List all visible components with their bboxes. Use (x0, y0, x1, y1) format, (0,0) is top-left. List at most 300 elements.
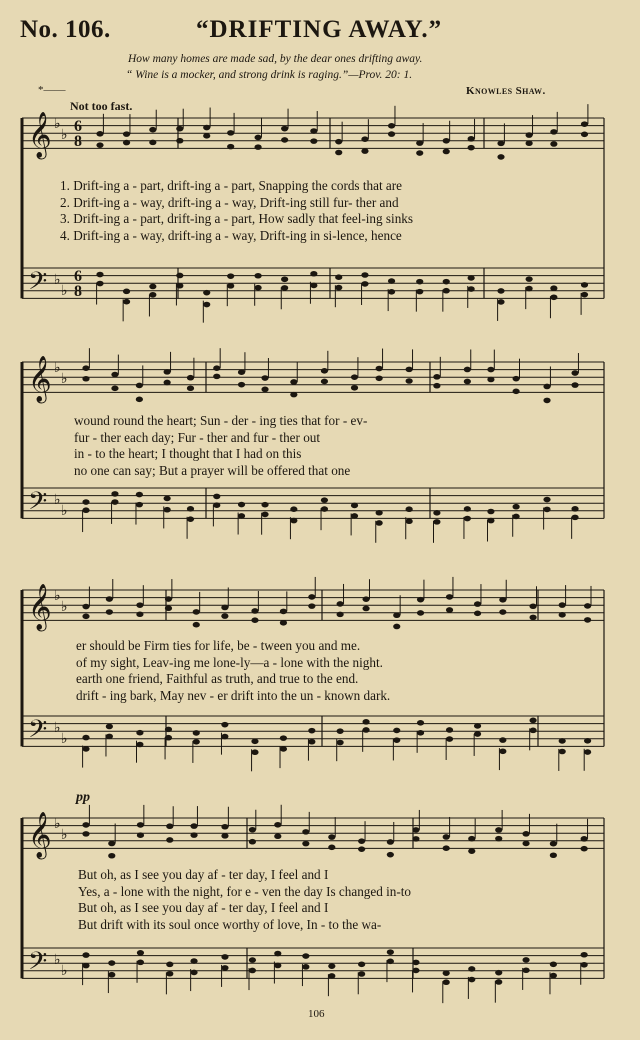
note-head (193, 739, 200, 745)
note-head (108, 853, 115, 859)
note-head (328, 963, 335, 969)
note-head (468, 136, 475, 142)
flat-sign-icon: ♭ (61, 964, 68, 979)
note-head (522, 967, 529, 973)
note-head (543, 384, 550, 390)
note-head (550, 841, 557, 847)
note-head (308, 603, 315, 609)
flat-sign-icon: ♭ (61, 732, 68, 747)
bass-clef-icon: 𝄢 (28, 715, 48, 750)
note-head (106, 734, 113, 740)
note-head (136, 492, 143, 498)
hymn-number: No. 106. (20, 16, 111, 43)
note-head (111, 386, 118, 392)
note-head (387, 839, 394, 845)
note-head (358, 846, 365, 852)
note-head (280, 746, 287, 752)
note-head (164, 507, 171, 513)
lyric-line: 3. Drift-ing a - part, drift-ing a - part, How sadly that feel-ing sinks (60, 211, 414, 226)
lyric-line: But oh, as I see you day af - ter day, I feel and I (78, 900, 329, 915)
note-head (82, 735, 89, 741)
note-head (417, 610, 424, 616)
note-head (203, 302, 210, 308)
flat-sign-icon: ♭ (61, 128, 68, 143)
note-head (310, 138, 317, 144)
note-head (543, 507, 550, 513)
note-head (111, 499, 118, 505)
note-head (393, 737, 400, 743)
note-head (221, 965, 228, 971)
note-head (165, 727, 172, 733)
note-head (310, 128, 317, 134)
lyric-line: er should be Firm ties for life, be - tween you and me. (76, 638, 361, 653)
note-head (361, 148, 368, 154)
note-head (417, 720, 424, 726)
time-signature: 6 (74, 118, 82, 135)
note-head (238, 369, 245, 375)
note-head (261, 387, 268, 393)
note-head (417, 730, 424, 736)
treble-clef-icon: 𝄞 (28, 112, 52, 158)
note-head (274, 951, 281, 957)
note-head (406, 518, 413, 524)
treble-clef-icon: 𝄞 (28, 584, 52, 630)
note-head (290, 518, 297, 524)
note-head (96, 272, 103, 278)
note-head (487, 367, 494, 373)
note-head (302, 964, 309, 970)
note-head (96, 142, 103, 148)
note-head (254, 135, 261, 141)
flat-sign-icon: ♭ (54, 721, 61, 736)
note-head (529, 615, 536, 621)
note-head (499, 737, 506, 743)
note-head (106, 609, 113, 615)
note-head (550, 129, 557, 135)
flat-sign-icon: ♭ (61, 600, 68, 615)
note-head (446, 727, 453, 733)
note-head (376, 375, 383, 381)
note-head (165, 596, 172, 602)
note-head (164, 380, 171, 386)
note-head (213, 374, 220, 380)
note-head (137, 950, 144, 956)
note-head (187, 385, 194, 391)
note-head (82, 952, 89, 958)
note-head (337, 728, 344, 734)
note-head (149, 292, 156, 298)
note-head (513, 504, 520, 510)
note-head (82, 604, 89, 610)
note-head (376, 510, 383, 516)
note-head (108, 972, 115, 978)
note-head (388, 289, 395, 295)
note-head (166, 837, 173, 843)
note-head (251, 608, 258, 614)
note-head (529, 728, 536, 734)
note-head (281, 126, 288, 132)
note-head (443, 970, 450, 976)
note-head (335, 285, 342, 291)
note-head (335, 274, 342, 280)
lyric-line: 1. Drift-ing a - part, drift-ing a - part, Snapping the cords that are (60, 178, 403, 193)
note-head (308, 728, 315, 734)
note-head (433, 519, 440, 525)
time-signature: 8 (74, 133, 82, 150)
note-head (123, 131, 130, 137)
note-head (193, 622, 200, 628)
note-head (193, 609, 200, 615)
note-head (111, 372, 118, 378)
flat-sign-icon: ♭ (54, 273, 61, 288)
note-head (362, 727, 369, 733)
note-head (416, 140, 423, 146)
lyric-line: 2. Drift-ing a - way, drift-ing a - way, Drift-ing still fur- ther and (60, 194, 399, 210)
note-head (136, 383, 143, 389)
epigraph-line-1: How many homes are made sad, by the dear ones drifting away. (128, 53, 423, 65)
note-head (137, 960, 144, 966)
note-head (321, 497, 328, 503)
note-head (581, 131, 588, 137)
note-head (221, 722, 228, 728)
note-head (543, 497, 550, 503)
note-head (487, 509, 494, 515)
note-head (193, 730, 200, 736)
note-head (393, 612, 400, 618)
note-head (468, 286, 475, 292)
note-head (310, 283, 317, 289)
note-head (571, 515, 578, 521)
note-head (393, 624, 400, 630)
note-head (321, 379, 328, 385)
note-head (362, 719, 369, 725)
note-head (337, 740, 344, 746)
note-head (550, 852, 557, 858)
note-head (464, 506, 471, 512)
note-head (149, 127, 156, 133)
note-head (581, 282, 588, 288)
note-head (388, 278, 395, 284)
note-head (249, 839, 256, 845)
note-head (203, 125, 210, 131)
note-head (393, 728, 400, 734)
note-head (249, 957, 256, 963)
note-head (522, 831, 529, 837)
note-head (474, 731, 481, 737)
flat-sign-icon: ♭ (54, 117, 61, 132)
note-head (543, 398, 550, 404)
note-head (376, 366, 383, 372)
note-head (499, 597, 506, 603)
note-head (328, 834, 335, 840)
note-head (550, 141, 557, 147)
note-head (123, 140, 130, 146)
note-head (274, 963, 281, 969)
note-head (82, 746, 89, 752)
bass-clef-icon: 𝄢 (28, 267, 48, 302)
tempo-marking: Not too fast. (70, 99, 133, 113)
note-head (221, 954, 228, 960)
lyric-line: fur - ther each day; Fur - ther and fur - ther out (74, 429, 321, 445)
note-head (213, 494, 220, 500)
note-head (571, 506, 578, 512)
note-head (529, 718, 536, 724)
note-head (176, 283, 183, 289)
note-head (499, 609, 506, 615)
note-head (164, 496, 171, 502)
note-head (221, 734, 228, 740)
note-head (190, 958, 197, 964)
note-head (584, 738, 591, 744)
note-head (468, 966, 475, 972)
note-head (136, 611, 143, 617)
note-head (526, 286, 533, 292)
treble-clef-icon: 𝄞 (28, 812, 52, 858)
note-head (443, 149, 450, 155)
note-head (529, 603, 536, 609)
note-head (412, 827, 419, 833)
note-head (412, 960, 419, 966)
note-head (351, 513, 358, 519)
note-head (433, 510, 440, 516)
note-head (406, 367, 413, 373)
note-head (443, 979, 450, 985)
note-head (581, 846, 588, 852)
note-head (513, 376, 520, 382)
note-head (337, 601, 344, 607)
note-head (290, 506, 297, 512)
note-head (166, 971, 173, 977)
note-head (446, 607, 453, 613)
note-head (164, 369, 171, 375)
lyric-line: in - to the heart; I thought that I had on this (74, 446, 302, 461)
note-head (474, 611, 481, 617)
note-head (446, 594, 453, 600)
note-head (358, 838, 365, 844)
note-head (351, 503, 358, 509)
note-head (464, 379, 471, 385)
lyric-line: earth one friend, Faithful as truth, and true to the end. (76, 671, 359, 686)
note-head (106, 724, 113, 730)
note-head (468, 977, 475, 983)
note-head (361, 281, 368, 287)
note-head (412, 968, 419, 974)
dynamic-marking: pp (76, 790, 90, 805)
note-head (187, 506, 194, 512)
note-head (106, 596, 113, 602)
note-head (249, 968, 256, 974)
note-head (584, 749, 591, 755)
note-head (274, 822, 281, 828)
note-head (213, 365, 220, 371)
note-head (559, 738, 566, 744)
bass-clef-icon: 𝄢 (28, 487, 48, 522)
note-head (522, 841, 529, 847)
note-head (82, 831, 89, 837)
note-head (281, 137, 288, 143)
note-head (254, 144, 261, 150)
note-head (187, 516, 194, 522)
note-head (474, 601, 481, 607)
note-head (581, 952, 588, 958)
note-head (227, 283, 234, 289)
note-head (351, 374, 358, 380)
note-head (358, 971, 365, 977)
note-head (550, 961, 557, 967)
flat-sign-icon: ♭ (61, 828, 68, 843)
note-head (559, 749, 566, 755)
note-head (361, 136, 368, 142)
note-head (227, 144, 234, 150)
note-head (559, 602, 566, 608)
note-head (581, 836, 588, 842)
note-head (550, 973, 557, 979)
lyric-line: 4. Drift-ing a - way, drift-ing a - way, Drift-ing in si-lence, hence (60, 227, 402, 243)
page-number: 106 (308, 1008, 325, 1020)
note-head (82, 365, 89, 371)
note-head (308, 739, 315, 745)
note-head (351, 385, 358, 391)
note-head (281, 276, 288, 282)
note-head (335, 139, 342, 145)
note-head (176, 273, 183, 279)
note-head (136, 397, 143, 403)
note-head (416, 289, 423, 295)
note-head (190, 832, 197, 838)
note-head (274, 833, 281, 839)
lyric-line: But drift with its soul once worthy of love, In - to the wa- (78, 916, 382, 932)
note-head (388, 131, 395, 137)
note-head (526, 140, 533, 146)
note-head (433, 383, 440, 389)
note-head (581, 121, 588, 127)
note-head (497, 288, 504, 294)
lyrics-system-1 (60, 178, 413, 244)
bass-clef-icon: 𝄢 (28, 947, 48, 982)
epigraph-line-2: “ Wine is a mocker, and strong drink is raging.”—Prov. 20: 1. (126, 69, 413, 81)
note-head (499, 748, 506, 754)
note-head (165, 605, 172, 611)
note-head (251, 617, 258, 623)
footnote-star-mark: *—— (38, 84, 66, 96)
note-head (388, 123, 395, 129)
note-head (96, 281, 103, 287)
note-head (213, 502, 220, 508)
note-head (261, 512, 268, 518)
note-head (108, 960, 115, 966)
note-head (149, 284, 156, 290)
note-head (302, 841, 309, 847)
note-head (137, 822, 144, 828)
note-head (123, 289, 130, 295)
note-head (187, 375, 194, 381)
author-credit: Knowles Shaw. (466, 85, 546, 97)
note-head (416, 150, 423, 156)
note-head (468, 836, 475, 842)
treble-clef-icon: 𝄞 (28, 356, 52, 402)
lyrics-system-2 (74, 413, 367, 479)
note-head (571, 382, 578, 388)
note-head (358, 961, 365, 967)
note-head (136, 502, 143, 508)
note-head (464, 516, 471, 522)
note-head (474, 723, 481, 729)
note-head (443, 834, 450, 840)
note-head (190, 823, 197, 829)
note-head (310, 271, 317, 277)
note-head (387, 852, 394, 858)
note-head (123, 299, 130, 305)
lyric-line: But oh, as I see you day af - ter day, I feel and I (78, 867, 329, 882)
note-head (584, 617, 591, 623)
lyrics-system-4 (78, 867, 411, 933)
note-head (136, 602, 143, 608)
note-head (238, 502, 245, 508)
note-head (136, 730, 143, 736)
note-head (406, 506, 413, 512)
note-head (251, 749, 258, 755)
note-head (290, 392, 297, 398)
note-head (82, 376, 89, 382)
note-head (487, 518, 494, 524)
note-head (443, 279, 450, 285)
note-head (433, 374, 440, 380)
note-head (513, 514, 520, 520)
flat-sign-icon: ♭ (54, 953, 61, 968)
note-head (221, 605, 228, 611)
note-head (280, 735, 287, 741)
note-head (361, 272, 368, 278)
note-head (137, 832, 144, 838)
note-head (203, 290, 210, 296)
note-head (443, 845, 450, 851)
note-head (221, 833, 228, 839)
flat-sign-icon: ♭ (54, 361, 61, 376)
note-head (497, 141, 504, 147)
time-signature: 8 (74, 283, 82, 300)
note-head (559, 612, 566, 618)
note-head (550, 294, 557, 300)
note-head (387, 959, 394, 965)
note-head (335, 150, 342, 156)
note-head (82, 822, 89, 828)
flat-sign-icon: ♭ (61, 284, 68, 299)
note-head (176, 138, 183, 144)
note-head (166, 962, 173, 968)
note-head (302, 829, 309, 835)
note-head (487, 377, 494, 383)
note-head (251, 739, 258, 745)
note-head (238, 513, 245, 519)
note-head (82, 507, 89, 513)
note-head (281, 285, 288, 291)
note-head (82, 499, 89, 505)
note-head (227, 273, 234, 279)
note-head (468, 848, 475, 854)
note-head (495, 970, 502, 976)
note-head (513, 389, 520, 395)
note-head (149, 140, 156, 146)
note-head (362, 606, 369, 612)
lyric-line: of my sight, Leav-ing me lone-ly—a - lone with the night. (76, 654, 383, 670)
note-head (526, 132, 533, 138)
note-head (328, 973, 335, 979)
note-head (581, 962, 588, 968)
note-head (464, 367, 471, 373)
note-head (495, 979, 502, 985)
note-head (387, 949, 394, 955)
note-head (495, 827, 502, 833)
